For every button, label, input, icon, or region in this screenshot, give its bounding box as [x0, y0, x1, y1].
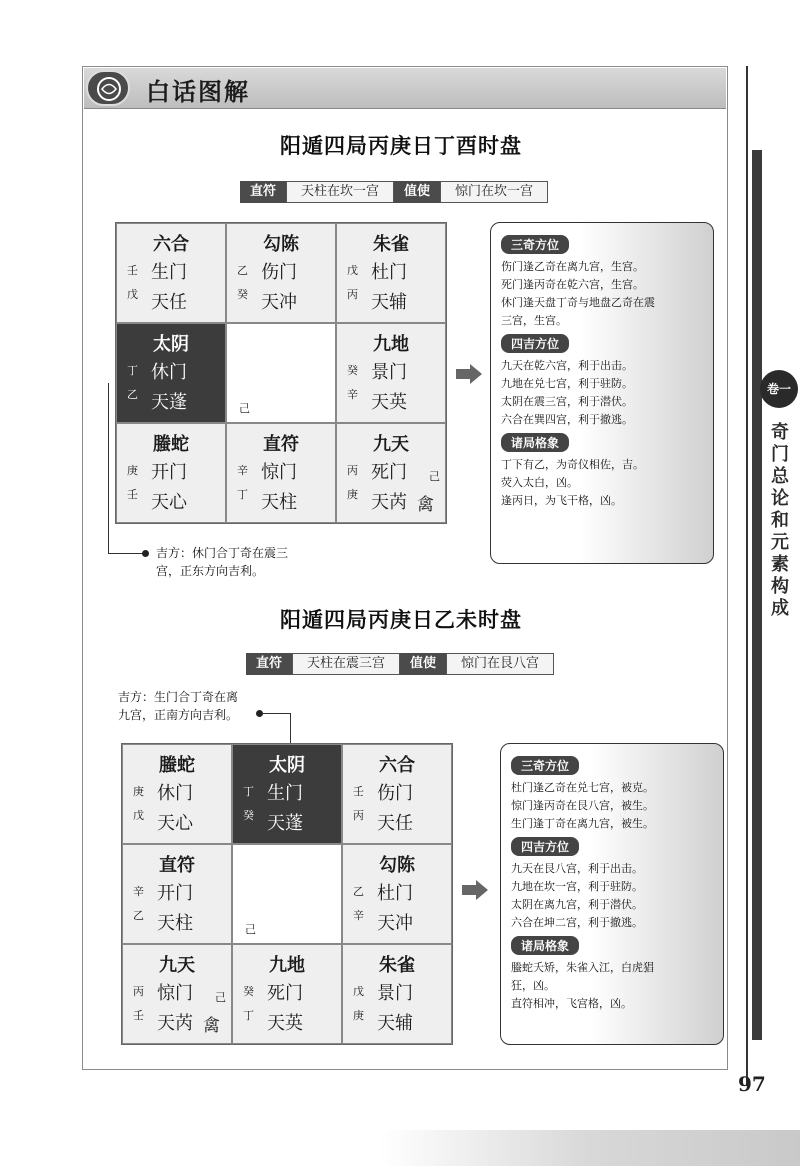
heaven-stem: 丁 [127, 364, 138, 377]
deity-label: 直符 [159, 855, 195, 876]
star-label: 天辅 [371, 292, 407, 313]
door-label: 开门 [151, 462, 187, 483]
door-label: 杜门 [377, 883, 413, 904]
heaven-stem: 庚 [127, 464, 138, 477]
palace-cell [336, 223, 446, 323]
sanqi-list [511, 779, 713, 833]
door-label: 死门 [267, 983, 303, 1004]
palace-grid [121, 743, 453, 1045]
deity-label: 朱雀 [373, 234, 409, 255]
sidebar-rule [746, 66, 748, 1086]
note-connector [290, 713, 291, 743]
sanqi-line: 死门逢丙奇在乾六宫，生宫。 [501, 278, 644, 291]
note-line: 吉方：生门合丁奇在离 [118, 690, 239, 704]
siji-line: 九地在兑七宫，利于驻防。 [501, 377, 633, 390]
zhishi-label: 值使 [394, 181, 440, 203]
deity-label: 九地 [269, 955, 305, 976]
siji-line: 六合在巽四宫，利于撤逃。 [501, 413, 633, 426]
deity-label: 太阴 [269, 755, 305, 776]
door-label: 生门 [151, 262, 187, 283]
chart-title: 阳遁四局丙庚日丁酉时盘 [280, 134, 522, 158]
door-label: 景门 [377, 983, 413, 1004]
palace-cell [122, 744, 232, 844]
palace-cell [232, 744, 342, 844]
deity-label: 太阴 [153, 334, 189, 355]
earth-stem: 壬 [127, 488, 138, 501]
sanqi-line: 生门逢丁奇在离九宫，被生。 [511, 817, 654, 830]
note-connector [262, 713, 290, 714]
star-label: 天辅 [377, 1013, 413, 1034]
arrow-right-icon [462, 880, 488, 900]
deity-label: 直符 [263, 434, 299, 455]
door-label: 死门 [371, 462, 407, 483]
door-label: 伤门 [261, 262, 297, 283]
palace-cell [342, 844, 452, 944]
heaven-stem: 辛 [133, 885, 144, 898]
palace-cell [122, 944, 232, 1044]
chart-title: 阳遁四局丙庚日乙未时盘 [280, 608, 522, 632]
siji-line: 九天在艮八宫，利于出击。 [511, 862, 643, 875]
palace-cell [226, 223, 336, 323]
qin-label: 禽 [417, 495, 434, 515]
sanqi-label: 三奇方位 [511, 756, 579, 775]
earth-stem: 丙 [353, 809, 364, 822]
deity-label: 六合 [153, 234, 189, 255]
arrow-right-icon [456, 364, 482, 384]
zhifu-value: 天柱在坎一宫 [286, 181, 394, 203]
heaven-stem: 壬 [353, 785, 364, 798]
geju-line: 直符相冲，飞宫格，凶。 [511, 997, 632, 1010]
deity-label: 九天 [373, 434, 409, 455]
palace-cell [116, 323, 226, 423]
info-panel [490, 222, 714, 564]
earth-stem: 癸 [237, 288, 248, 301]
zhishi-label: 值使 [400, 653, 446, 675]
zhifu-label: 直符 [246, 653, 292, 675]
note-dot [142, 550, 149, 557]
center-stem: 己 [239, 402, 250, 415]
door-label: 开门 [157, 883, 193, 904]
geju-line: 荧入太白，凶。 [501, 476, 578, 489]
palace-cell [116, 223, 226, 323]
extra-stem: 己 [215, 991, 226, 1004]
heaven-stem: 壬 [127, 264, 138, 277]
zhifu-label: 直符 [240, 181, 286, 203]
earth-stem: 庚 [353, 1009, 364, 1022]
siji-line: 九天在乾六宫，利于出击。 [501, 359, 633, 372]
note-connector [108, 383, 109, 553]
deity-label: 朱雀 [379, 955, 415, 976]
sanqi-list [501, 258, 703, 330]
palace-cell [116, 423, 226, 523]
heaven-stem: 戊 [353, 985, 364, 998]
center-stem: 己 [245, 923, 256, 936]
info-panel [500, 743, 724, 1045]
heaven-stem: 乙 [353, 885, 364, 898]
note-connector [108, 553, 146, 554]
heaven-stem: 癸 [347, 364, 358, 377]
earth-stem: 壬 [133, 1009, 144, 1022]
geju-line: 逢丙日，为飞干格，凶。 [501, 494, 622, 507]
geju-line: 螣蛇夭矫，朱雀入江，白虎猖 [511, 961, 654, 974]
earth-stem: 丁 [243, 1009, 254, 1022]
deity-label: 勾陈 [263, 234, 299, 255]
chapter-title: 奇门总论和元素构成 [771, 422, 789, 619]
door-label: 伤门 [377, 783, 413, 804]
auspicious-note [156, 544, 288, 580]
heaven-stem: 戊 [347, 264, 358, 277]
sidebar-band [752, 150, 762, 1040]
star-label: 天柱 [261, 492, 297, 513]
sanqi-line: 三宫，生宫。 [501, 314, 567, 327]
star-label: 天蓬 [267, 813, 303, 834]
door-label: 景门 [371, 362, 407, 383]
door-label: 生门 [267, 783, 303, 804]
geju-list [511, 959, 713, 1013]
geju-line: 狂，凶。 [511, 979, 555, 992]
star-label: 天柱 [157, 913, 193, 934]
note-line: 吉方：休门合丁奇在震三 [156, 546, 289, 560]
door-label: 惊门 [261, 462, 297, 483]
siji-list [501, 357, 703, 429]
star-label: 天冲 [261, 292, 297, 313]
heaven-stem: 丁 [243, 785, 254, 798]
extra-stem: 己 [429, 470, 440, 483]
door-label: 休门 [151, 362, 187, 383]
earth-stem: 戊 [127, 288, 138, 301]
star-label: 天心 [151, 492, 187, 513]
palace-grid [115, 222, 447, 524]
siji-line: 太阴在震三宫，利于潜伏。 [501, 395, 633, 408]
earth-stem: 癸 [243, 809, 254, 822]
earth-stem: 辛 [347, 388, 358, 401]
deity-label: 螣蛇 [153, 434, 189, 455]
zhifu-zhishi-bar [246, 653, 554, 675]
star-label: 天任 [377, 813, 413, 834]
palace-cell [226, 423, 336, 523]
auspicious-note [118, 688, 238, 724]
star-label: 天英 [267, 1013, 303, 1034]
door-label: 休门 [157, 783, 193, 804]
palace-cell [342, 944, 452, 1044]
heaven-stem: 丙 [347, 464, 358, 477]
palace-cell [336, 423, 446, 523]
earth-stem: 丙 [347, 288, 358, 301]
zhifu-zhishi-bar [240, 181, 548, 203]
star-label: 天芮 [157, 1013, 193, 1034]
geju-list [501, 456, 703, 510]
siji-list [511, 860, 713, 932]
deity-label: 螣蛇 [159, 755, 195, 776]
geju-line: 丁下有乙，为奇仪相佐，吉。 [501, 458, 644, 471]
earth-stem: 庚 [347, 488, 358, 501]
heaven-stem: 乙 [237, 264, 248, 277]
zhishi-value: 惊门在坎一宫 [440, 181, 548, 203]
earth-stem: 乙 [127, 388, 138, 401]
zhishi-value: 惊门在艮八宫 [446, 653, 554, 675]
palace-center [226, 323, 336, 423]
siji-label: 四吉方位 [511, 837, 579, 856]
sanqi-label: 三奇方位 [501, 235, 569, 254]
siji-line: 太阴在离九宫，利于潜伏。 [511, 898, 643, 911]
deity-label: 六合 [379, 755, 415, 776]
heaven-stem: 丙 [133, 985, 144, 998]
page-number: 97 [738, 1072, 766, 1096]
heaven-stem: 癸 [243, 985, 254, 998]
palace-cell [336, 323, 446, 423]
palace-cell [342, 744, 452, 844]
star-label: 天蓬 [151, 392, 187, 413]
star-label: 天心 [157, 813, 193, 834]
palace-cell [232, 944, 342, 1044]
palace-center [232, 844, 342, 944]
earth-stem: 辛 [353, 909, 364, 922]
volume-badge: 卷一 [760, 370, 798, 408]
siji-line: 九地在坎一宫，利于驻防。 [511, 880, 643, 893]
earth-stem: 戊 [133, 809, 144, 822]
siji-label: 四吉方位 [501, 334, 569, 353]
note-line: 宫，正东方向吉利。 [156, 564, 265, 578]
note-line: 九宫，正南方向吉利。 [118, 708, 239, 722]
door-label: 惊门 [157, 983, 193, 1004]
section-title: 白话图解 [146, 78, 250, 106]
sanqi-line: 伤门逢乙奇在离九宫，生宫。 [501, 260, 644, 273]
siji-line: 六合在坤二宫，利于撤逃。 [511, 916, 643, 929]
star-label: 天芮 [371, 492, 407, 513]
palace-cell [122, 844, 232, 944]
header-emblem-icon [86, 70, 130, 106]
star-label: 天冲 [377, 913, 413, 934]
sanqi-line: 杜门逢乙奇在兑七宫，被克。 [511, 781, 654, 794]
deity-label: 勾陈 [379, 855, 415, 876]
zhifu-value: 天柱在震三宫 [292, 653, 400, 675]
deity-label: 九地 [373, 334, 409, 355]
geju-label: 诸局格象 [501, 433, 569, 452]
geju-label: 诸局格象 [511, 936, 579, 955]
heaven-stem: 辛 [237, 464, 248, 477]
deity-label: 九天 [159, 955, 195, 976]
earth-stem: 丁 [237, 488, 248, 501]
earth-stem: 乙 [133, 909, 144, 922]
bottom-decoration [380, 1130, 800, 1166]
heaven-stem: 庚 [133, 785, 144, 798]
sanqi-line: 惊门逢丙奇在艮八宫，被生。 [511, 799, 654, 812]
qin-label: 禽 [203, 1016, 220, 1036]
sanqi-line: 休门逢天盘丁奇与地盘乙奇在震 [501, 296, 655, 309]
note-dot [256, 710, 263, 717]
star-label: 天任 [151, 292, 187, 313]
door-label: 杜门 [371, 262, 407, 283]
star-label: 天英 [371, 392, 407, 413]
